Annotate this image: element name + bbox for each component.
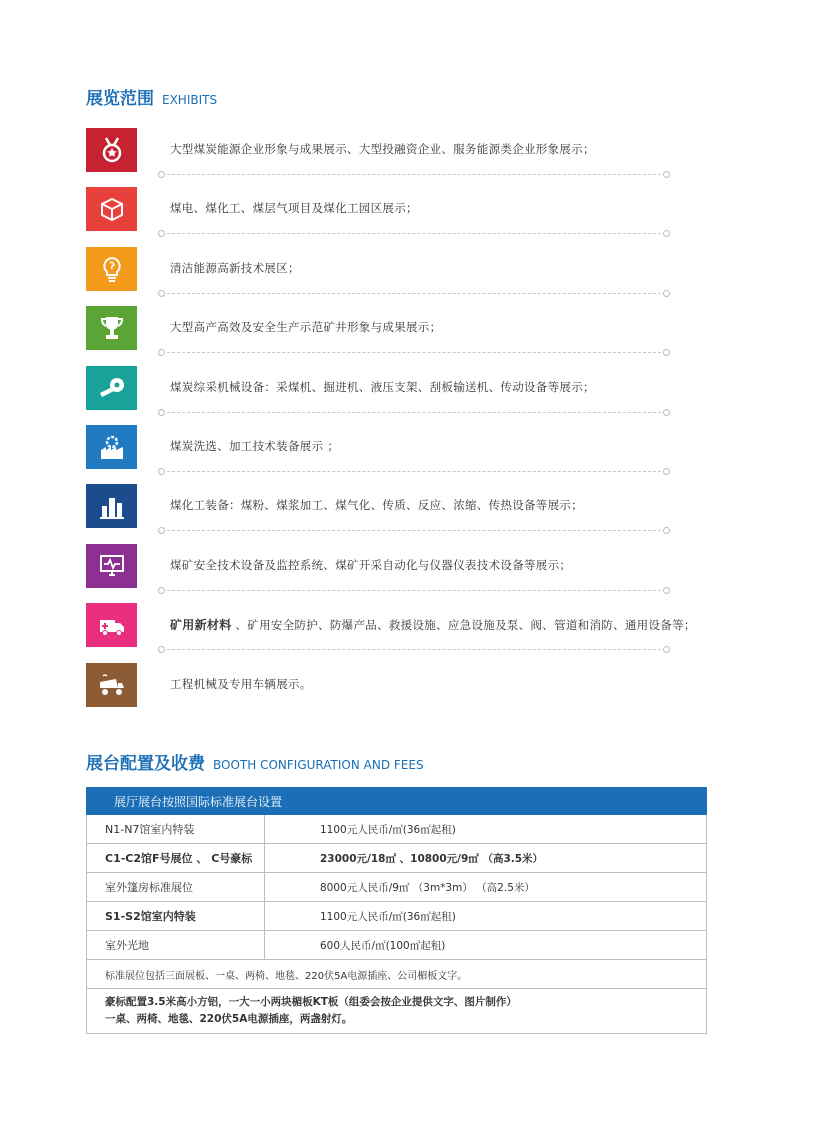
- exhibit-item: [86, 187, 686, 231]
- exhibit-text-body: 、矿用安全防护、防爆产品、救援设施、应急设施及泵、阀、管道和消防、通用设备等；: [231, 618, 696, 632]
- exhibit-item: [86, 306, 686, 350]
- table-row: [86, 902, 707, 931]
- exhibit-text: [170, 379, 595, 395]
- deluxe-note-line: 一桌、两椅、地毯、220伏5A电源插座，两盏射灯。: [105, 1013, 353, 1025]
- booth-type: N1-N7馆室内特装: [87, 815, 265, 843]
- dotted-divider: [162, 233, 666, 234]
- exhibit-text: [170, 616, 696, 633]
- exhibit-text-body: 煤电、煤化工、煤层气项目及煤化工园区展示；: [170, 201, 418, 215]
- exhibit-text-body: 煤矿安全技术设备及监控系统、煤矿开采自动化与仪器仪表技术设备等展示；: [170, 558, 572, 572]
- exhibit-text: [170, 141, 595, 157]
- exhibit-text-body: 煤化工装备：煤粉、煤浆加工、煤气化、传质、反应、浓缩、传热设备等展示；: [170, 498, 583, 512]
- table-row: [86, 873, 707, 902]
- dotted-divider: [162, 590, 666, 591]
- monitor-icon: [86, 544, 137, 588]
- exhibit-text: [170, 319, 441, 335]
- exhibit-text: [170, 497, 583, 513]
- standard-booth-note: 标准展位包括三面展板、一桌、两椅、地毯、220伏5A电源插座、公司楣板文字。: [86, 960, 707, 989]
- box-icon: [86, 187, 137, 231]
- exhibit-text-body: 大型高产高效及安全生产示范矿井形象与成果展示；: [170, 320, 442, 334]
- booth-type: C1-C2馆F号展位 、 C号豪标: [87, 844, 265, 872]
- exhibits-section-title: [86, 84, 217, 109]
- ambulance-icon: [86, 603, 137, 647]
- exhibit-text: [170, 557, 571, 573]
- deluxe-booth-note: [86, 989, 707, 1034]
- exhibit-text-bold: 矿用新材料: [170, 618, 232, 632]
- section-title-zh: 展台配置及收费: [86, 754, 205, 774]
- exhibit-text-body: 煤炭洗选、加工技术装备展示 ；: [170, 439, 340, 453]
- dump-truck-icon: [86, 663, 137, 707]
- dotted-divider: [162, 471, 666, 472]
- table-row: [86, 815, 707, 844]
- section-title-zh: 展览范围: [86, 89, 154, 109]
- dotted-divider: [162, 412, 666, 413]
- exhibit-item: [86, 484, 686, 528]
- exhibit-item: [86, 247, 686, 291]
- section-title-en: BOOTH CONFIGURATION AND FEES: [213, 758, 424, 772]
- table-row: [86, 844, 707, 873]
- exhibit-text: [170, 260, 300, 276]
- booth-type: 室外光地: [87, 931, 265, 959]
- exhibit-item: [86, 366, 686, 410]
- table-row: [86, 931, 707, 960]
- exhibit-text: [170, 200, 418, 216]
- factory-gear-icon: [86, 425, 137, 469]
- dotted-divider: [162, 649, 666, 650]
- dotted-divider: [162, 352, 666, 353]
- exhibit-item: [86, 663, 686, 707]
- booth-fee-table: [86, 787, 707, 1034]
- exhibit-text: [170, 676, 312, 692]
- medal-icon: [86, 128, 137, 172]
- exhibit-text-body: 大型煤炭能源企业形象与成果展示、大型投融资企业、服务能源类企业形象展示；: [170, 142, 595, 156]
- exhibit-text: [170, 438, 339, 454]
- exhibit-text-body: 煤炭综采机械设备：采煤机、掘进机、液压支架、刮板输送机、传动设备等展示；: [170, 380, 595, 394]
- booth-price: 600人民币/㎡(100㎡起租): [320, 939, 446, 952]
- chemical-plant-icon: [86, 484, 137, 528]
- lightbulb-icon: [86, 247, 137, 291]
- deluxe-note-line: 豪标配置3.5米高小方铝，一大一小两块楣板KT板（组委会按企业提供文字、图片制作）: [105, 996, 517, 1008]
- section-title-en: EXHIBITS: [162, 93, 218, 107]
- dotted-divider: [162, 530, 666, 531]
- booth-price: 1100元人民币/㎡(36㎡起租): [320, 823, 456, 836]
- booth-price: 1100元人民币/㎡(36㎡起租): [320, 910, 456, 923]
- exhibit-item: [86, 128, 686, 172]
- exhibit-item: [86, 544, 686, 588]
- exhibit-text-body: 工程机械及专用车辆展示。: [170, 677, 312, 691]
- dotted-divider: [162, 174, 666, 175]
- booth-section-title: [86, 749, 424, 774]
- exhibit-item: [86, 603, 696, 647]
- booth-type: S1-S2馆室内特装: [87, 902, 265, 930]
- drill-icon: [86, 366, 137, 410]
- booth-price: 8000元人民币/9㎡ （3m*3m） （高2.5米）: [320, 881, 535, 894]
- booth-type: 室外篷房标准展位: [87, 873, 265, 901]
- table-header: 展厅展台按照国际标准展台设置: [86, 787, 707, 815]
- trophy-icon: [86, 306, 137, 350]
- exhibit-item: [86, 425, 686, 469]
- booth-price: 23000元/18㎡ 、10800元/9㎡ （高3.5米）: [320, 852, 544, 865]
- exhibit-text-body: 清洁能源高新技术展区；: [170, 261, 300, 275]
- dotted-divider: [162, 293, 666, 294]
